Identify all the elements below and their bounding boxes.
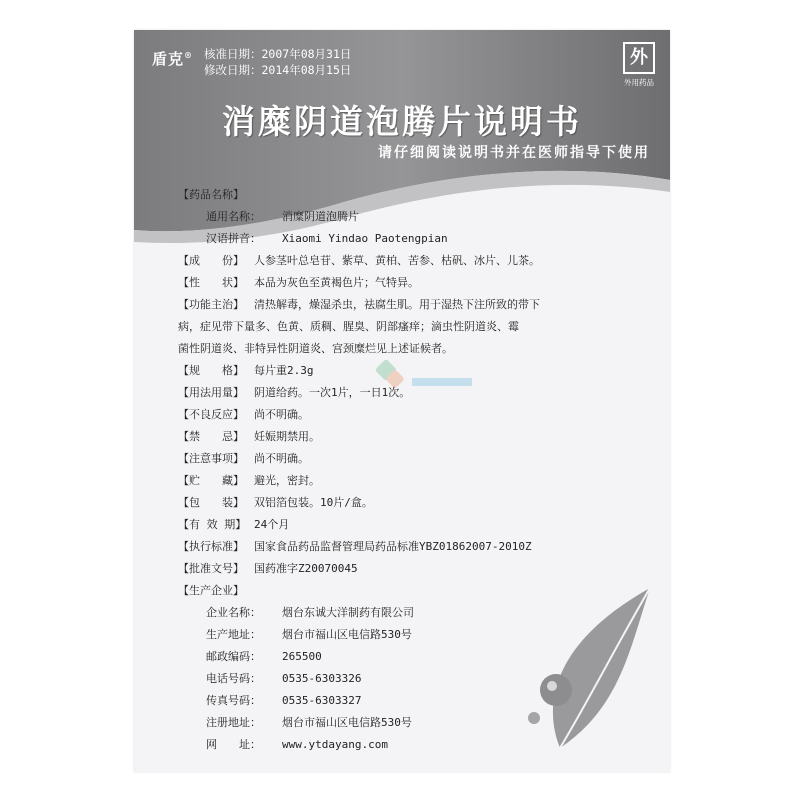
- section-adverse: [178, 404, 648, 426]
- field-label: 电话号码：: [206, 672, 261, 685]
- section-value: 每片重2.3g: [254, 364, 314, 377]
- section-label: 【生产企业】: [178, 584, 244, 597]
- section-label: 【禁 忌】: [178, 430, 244, 443]
- section-validity: [178, 514, 648, 536]
- document-title: 消糜阴道泡腾片说明书: [222, 102, 582, 141]
- section-value: 避光，密封。: [254, 474, 320, 487]
- field-value: Xiaomi Yindao Paotengpian: [282, 232, 448, 245]
- website-link[interactable]: www.ytdayang.com: [282, 738, 388, 751]
- section-label: 【性 状】: [178, 276, 244, 289]
- section-label: 【药品名称】: [178, 188, 244, 201]
- section-manufacturer: [178, 580, 648, 602]
- production-address-row: [178, 624, 648, 646]
- section-precautions: [178, 448, 648, 470]
- section-value: 双铝箔包装。10片/盒。: [254, 496, 373, 509]
- section-label: 【包 装】: [178, 496, 244, 509]
- section-indications: [178, 294, 648, 316]
- section-label: 【成 份】: [178, 254, 244, 267]
- section-approval: [178, 558, 648, 580]
- external-use-mark: [621, 42, 657, 88]
- website-row: [178, 734, 648, 756]
- field-label: 企业名称：: [206, 606, 261, 619]
- pinyin-row: [178, 228, 648, 250]
- section-label: 【规 格】: [178, 364, 244, 377]
- section-dosage: [178, 382, 648, 404]
- field-label: 注册地址：: [206, 716, 261, 729]
- section-label: 【注意事项】: [178, 452, 244, 465]
- field-value: 265500: [282, 650, 322, 663]
- field-label: 传真号码：: [206, 694, 261, 707]
- field-value: 消糜阴道泡腾片: [282, 210, 359, 223]
- section-label: 【批准文号】: [178, 562, 244, 575]
- field-value: 0535-6303326: [282, 672, 362, 685]
- section-value: 本品为灰色至黄褐色片；气特异。: [254, 276, 419, 289]
- brand-logo: 盾克®: [152, 50, 194, 68]
- field-value: 烟台市福山区电信路530号: [282, 716, 412, 729]
- fax-row: [178, 690, 648, 712]
- field-value: 烟台东诚大洋制药有限公司: [282, 606, 414, 619]
- section-value: 妊娠期禁用。: [254, 430, 320, 443]
- common-name-row: [178, 206, 648, 228]
- company-name-row: [178, 602, 648, 624]
- section-label: 【有 效 期】: [178, 518, 247, 531]
- field-label: 生产地址：: [206, 628, 261, 641]
- document-subtitle: 请仔细阅读说明书并在医师指导下使用: [378, 145, 650, 161]
- section-label: 【贮 藏】: [178, 474, 244, 487]
- section-value: 人参茎叶总皂苷、紫草、黄柏、苦参、枯矾、冰片、儿茶。: [254, 254, 540, 267]
- section-standard: [178, 536, 648, 558]
- instruction-content: [178, 184, 648, 756]
- section-specification: [178, 360, 648, 382]
- section-value: 国家食品药品监督管理局药品标准YBZ01862007-2010Z: [254, 540, 532, 553]
- section-label: 【用法用量】: [178, 386, 244, 399]
- phone-row: [178, 668, 648, 690]
- postcode-row: [178, 646, 648, 668]
- section-value: 国药准字Z20070045: [254, 562, 358, 575]
- section-storage: [178, 470, 648, 492]
- external-use-caption: 外用药品: [624, 78, 654, 87]
- field-value: 0535-6303327: [282, 694, 362, 707]
- field-value: 烟台市福山区电信路530号: [282, 628, 412, 641]
- field-label: 通用名称：: [206, 210, 261, 223]
- section-contraindications: [178, 426, 648, 448]
- dates-block: [204, 46, 351, 78]
- section-value: 24个月: [254, 518, 290, 531]
- approval-date: 核准日期：2007年08月31日: [204, 47, 352, 61]
- field-label: 汉语拼音：: [206, 232, 261, 245]
- section-value: 尚不明确。: [254, 452, 309, 465]
- field-label: 邮政编码：: [206, 650, 261, 663]
- field-label: 网 址：: [206, 738, 261, 751]
- section-drug-name: [178, 184, 648, 206]
- revision-date: 修改日期：2014年08月15日: [204, 63, 352, 77]
- section-value: 尚不明确。: [254, 408, 309, 421]
- indications-line-3: 菌性阴道炎、非特异性阴道炎、宫颈糜烂见上述证候者。: [178, 342, 453, 355]
- section-appearance: [178, 272, 648, 294]
- section-ingredients: [178, 250, 648, 272]
- indications-line-2: 病，症见带下量多、色黄、质稠、腥臭、阴部瘙痒；滴虫性阴道炎、霉: [178, 320, 519, 333]
- instruction-sheet: [134, 30, 670, 772]
- section-label: 【执行标准】: [178, 540, 244, 553]
- external-use-char: 外: [623, 42, 655, 74]
- section-value: 清热解毒，燥湿杀虫，祛腐生肌。用于湿热下注所致的带下: [254, 298, 540, 311]
- section-package: [178, 492, 648, 514]
- section-value: 阴道给药。一次1片，一日1次。: [254, 386, 411, 399]
- section-label: 【不良反应】: [178, 408, 244, 421]
- registered-address-row: [178, 712, 648, 734]
- section-label: 【功能主治】: [178, 298, 244, 311]
